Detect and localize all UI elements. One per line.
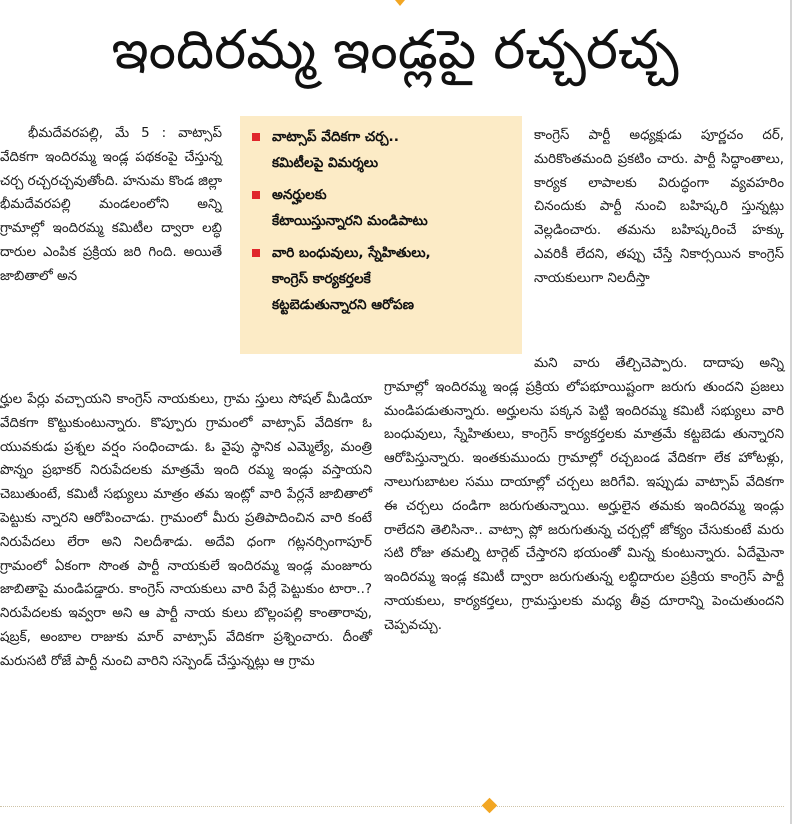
text-line: తుందని ప్రజలు మండిపడుతున్నారు. అర్హులను పక్కన [384,379,784,419]
text-line: పార్టీ నాయకులే ఇందిరమ్మ ఇండ్ల మంజూరు జాబితాపై [0,558,372,598]
paragraph-left-bottom [0,388,372,674]
text-line: చారు. పార్టీ సిద్ధాంతాలు, కార్యక [534,151,784,191]
column-left-bottom [0,388,372,674]
text-line: చినందుకు పార్టీ నుంచి బహిష్కరి [534,199,728,215]
paragraph-left-top [0,122,222,289]
text-line: ఇందిరమ్మ ఇండ్ల ప్రక్రియ లోపభూయిష్టంగా జరుగు [435,379,697,395]
text-line: ప్లో జరుగుతున్న చర్చల్లో జోక్యం చేసుకుంటే మరు [528,522,785,538]
text-line: దారుల ఎంపిక ప్రక్రియ జరి [0,244,142,260]
text-line: తమకు ఇందిరమ్మ ఇండ్లు రాలేదని తెలిసినా.. వాట్సా [384,498,784,538]
text-line: ద్వారా జరుగుతున్న లబ్ధిదారుల ప్రక్రియ కాంగ్రెస్ పార్టీ [510,570,785,586]
column-right-bottom [384,352,784,638]
highlight-line: కట్టబెడుతున్నారని ఆరోపణ [272,297,414,313]
highlight-line: వారి బంధువులు, స్నేహితులు, [272,245,431,261]
highlight-box [240,116,522,354]
text-line: టారా..? నిరుపేదలకు ఇవ్వరా అని ఆ పార్టీ నాయ [0,582,372,622]
highlight-item [252,240,514,318]
text-line: పెట్టి ఇందిరమ్మ కమిటీ సభ్యులు వారి బంధువులు, [384,403,785,443]
text-line: కులు బొల్లంపల్లి కాంతారావు, షబ్రక్, అంబాల రాజుకు [0,606,372,645]
text-line: రచ్చబండ వేదికగా లేక హోటళ్లు, నాలుగుబాటల సము [384,451,785,490]
text-line: దూరాన్ని పెంచుతుందని చెప్పవచ్చు. [384,593,784,633]
highlight-line: కేటాయిస్తున్నారని మండిపాటు [272,213,428,229]
text-line: మండిపడ్డారు. కాంగ్రెస్ నాయకులు వారి పేర్లే పెట్టుకుం [53,582,325,598]
text-line: కాంగ్రెస్ నాయకులుగా నిలదీస్తా [534,246,785,286]
highlight-line: కమిటీలపై విమర్శలు [272,155,379,171]
text-line: కొప్పూరు గ్రామంలో వాట్సాప్ వేదికగా ఓ యువకుడు [0,415,372,455]
highlight-line: వాట్సాప్ వేదికగా చర్చ.. [272,129,399,145]
text-line: దర్, మరికొంతమంది ప్రకటిం [534,128,785,167]
top-ornament [392,0,408,6]
text-line: కాంగ్రెస్ పార్టీ అధ్యక్షుడు పూర్ణచం [534,128,744,143]
paragraph-right-top [534,124,784,291]
page-edge-rule [790,0,792,824]
text-line: ర్హుల పేర్లు వచ్చాయని కాంగ్రెస్ నాయకులు, గ్రామ [0,392,250,407]
text-line: వారి కంటే నిరుపేదలు లేరా అని నిలదీశాడు. అదేవి [0,510,373,550]
text-line: కుంటున్నారు. ఏదేమైనా ఇందిరమ్మ ఇండ్ల కమిటీ [384,546,785,586]
column-right-top [534,124,784,291]
text-line: మండలంలోని అన్ని గ్రామాల్లో [0,197,222,237]
bullet-square-icon [252,133,260,141]
text-line: మార్ వాట్సాప్ వేదికగా ప్రశ్నించారు. దీంతో మరుసటి [0,629,372,669]
diamond-ornament-icon [482,798,498,814]
text-line: భీమదేవరపల్లి, మే 5 : [28,126,167,141]
text-line: స్తులు సోషల్ మీడియా వేదికగా కొట్టుకుంటున్నారు. [0,392,372,431]
text-line: నాయకులు, కార్యకర్తలు, గ్రామస్తులకు మధ్య తీవ్ర [384,593,651,609]
text-line: రమ్మ ఇండ్లు వస్తాయని చెబుతుంటే, కమిటీ సభ్యులు [0,463,372,503]
text-line: గింది. అయితే జాబితాలో అన [0,244,222,284]
highlight-text [272,124,399,176]
text-line: బహిష్కరించే హక్కు ఎవరికీ [534,223,784,262]
column-left-top [0,122,222,289]
bullet-square-icon [252,191,260,199]
text-line: రోజే పార్టీ నుంచి వారిని సస్పెండ్ చేస్తున్నట్లు ఆ గ్రామ [50,653,315,669]
text-line: ధంగా గట్లనర్సింగాపూర్ గ్రామంలో ఏకంగా సొంత [0,534,372,574]
text-line: మంత్రి పొన్నం ప్రభాకర్ నిరుపేదలకు మాత్రమే ఇంది [0,439,372,479]
highlight-text [272,182,428,234]
text-line: ఇండ్ల పథకంపై చేస్తున్న చర్చ [0,149,222,189]
text-line: లేదని, తప్పు చేస్తే నికార్సయిన [575,246,741,262]
headline: ఇందిరమ్మ ఇండ్లపై రచ్చరచ్చ [111,18,679,81]
highlight-line: అనర్హులకు [272,187,327,203]
bullet-square-icon [252,249,260,257]
highlight-item [252,182,514,234]
text-line: మాత్రం తమ ఇంట్లో వారి పేర్లనే జాబితాలో పెట్టుకు [0,487,373,526]
text-line: లాపాలకు విరుద్ధంగా వ్యవహరిం [588,175,784,191]
text-line: న్నారని ఆరోపించాడు. గ్రామంలో మీరు ప్రతిపాదించిన [41,510,315,526]
text-line: వాట్సాప్ వేదికగా ఇందిరమ్మ [0,126,223,165]
text-line: ఈ చర్చలు దండిగా జరుగుతున్నాయి. అర్హులైన [384,498,641,514]
text-line: స్తున్నట్లు వెల్లడించారు. తమను [534,199,784,239]
bottom-divider [0,806,784,807]
text-line: ఇందిరమ్మ కమిటీల ద్వారా లబ్ధి [52,221,222,237]
highlight-item [252,124,514,176]
text-line: మని వారు తేల్చిచెప్పారు. దాదాపు అన్ని గ్రామాల్లో [384,356,784,395]
text-line: తున్నారని ఆరోపిస్తున్నారు. ఇంతకుముందు గ్రామాల్లో [384,427,785,467]
text-line: రచ్చరచ్చవుతోంది. హనుమ [27,173,165,189]
text-line: కొండ జిల్లా భీమదేవరపల్లి [0,173,222,213]
text-line: స్నేహితులు, కాంగ్రెస్ కార్యకర్తలకు మాత్రమే కట్టబెడు [453,427,726,443]
text-line: ప్రశ్నల వర్షం సంధించాడు. ఓ వైపు స్థానిక ఎమ్మెల్యే, [64,439,334,455]
highlight-text [272,240,431,318]
highlight-line: కాంగ్రెస్ కార్యకర్తలకే [272,271,371,287]
text-line: దాయాల్లో చర్చలు జరిగేవి. ఇప్పుడు వాట్సాప్ వేదికగా [500,474,784,490]
paragraph-right-bottom [384,352,784,638]
text-line: సటి రోజు తమల్ని టార్గెట్ చేస్తారని భయంతో మిన్న [384,546,655,562]
